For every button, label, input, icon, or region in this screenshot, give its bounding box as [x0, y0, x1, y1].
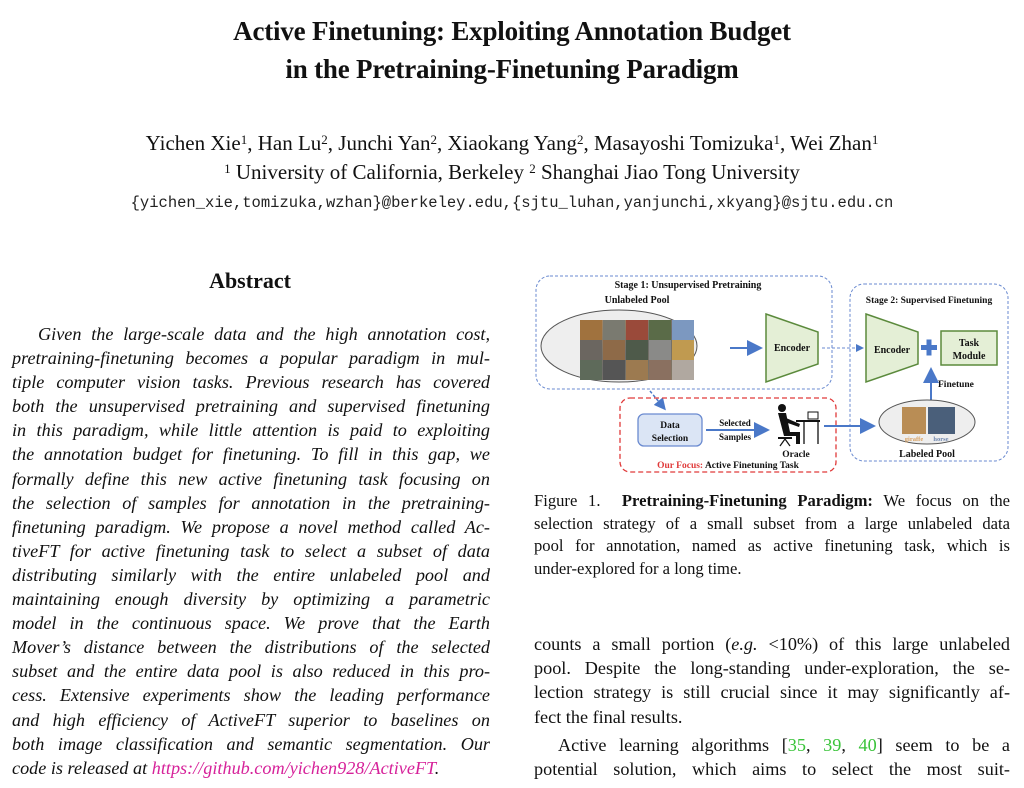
affiliation-name: Shanghai Jiao Tong University: [540, 160, 800, 184]
caption-line: selection strategy of a small subset from a large unlabeled data: [534, 513, 1010, 533]
title-line-1: Active Finetuning: Exploiting Annotation Budget: [233, 16, 791, 46]
abstract-line: both image classification and semantic segmentation. Our: [12, 733, 490, 754]
abstract-line: formally define this new active finetuning task focusing on: [12, 468, 490, 489]
affiliation-number: 2: [529, 161, 536, 176]
selected-samples-label-1: Selected: [719, 418, 751, 428]
dashed-arrow-to-selection: [650, 391, 664, 408]
unlabeled-image-grid: [580, 320, 694, 380]
author-affiliation-mark: 2: [576, 132, 584, 147]
abstract-line: the selection of samples for annotation in the pretraining-: [12, 492, 490, 513]
caption-label: Figure 1.: [534, 491, 601, 510]
author-list: Yichen Xie$^1$, Han Lu$^2$, Junchi Yan$^2$, Xiaokang Yang$^2$, Masayoshi Tomizuka$^1$, Wei Zhan$^1$: [145, 131, 879, 155]
intro-line: pool. Despite the long-standing under-exploration, the se-: [534, 658, 1010, 679]
citation-link[interactable]: 39: [823, 734, 842, 755]
intro-text-part: ,: [805, 734, 824, 755]
figure-caption: [534, 490, 1010, 580]
author-name: Junchi Yan: [338, 131, 431, 155]
author-name: Yichen Xie: [145, 131, 241, 155]
abstract-line: cess. Extensive experiments show the leading performance: [12, 685, 490, 706]
abstract-last-line: [12, 756, 490, 780]
abstract-text: .: [434, 757, 440, 778]
author-name: Masayoshi Tomizuka: [593, 131, 774, 155]
intro-text-part: counts a small portion (: [534, 634, 732, 654]
intro-text-part: ,: [841, 734, 859, 755]
intro-line: [534, 632, 1010, 656]
caption-bold: Pretraining-Finetuning Paradigm:: [621, 491, 873, 510]
author-emails: {yichen_xie,tomizuka,wzhan}@berkeley.edu,{sjtu_luhan,yanjunchi,xkyang}@sjtu.edu.cn: [130, 194, 894, 212]
affiliations: [0, 158, 1024, 186]
our-focus-suffix: Active Finetuning Task: [703, 461, 799, 471]
oracle-person-icon: [778, 404, 820, 446]
author-affiliation-mark: 1: [773, 132, 781, 147]
intro-text-part: ] seem to be a: [876, 734, 1011, 755]
abstract-line: finetuning paradigm. We propose a novel method called Ac-: [12, 516, 490, 537]
oracle-label: Oracle: [782, 450, 810, 460]
intro-text-part: <10%) of this large unlabeled: [757, 634, 1010, 654]
abstract-line: tiple computer vision tasks. Previous research has covered: [12, 372, 490, 393]
abstract-line: tiveFT for active finetuning task to select a subset of data: [12, 540, 490, 561]
encoder2-label: Encoder: [873, 345, 911, 356]
citation-link[interactable]: 35: [787, 734, 806, 755]
abstract-body: [12, 322, 490, 780]
author-affiliation-mark: 2: [430, 132, 437, 147]
labeled-pool-label: Labeled Pool: [899, 449, 955, 460]
intro-line: potential solution, which aims to select the most suit-: [534, 758, 1010, 779]
stage2-title: Stage 2: Supervised Finetuning: [865, 296, 993, 306]
selected-samples-label-2: Samples: [718, 432, 752, 442]
data-selection-label-2: Selection: [651, 434, 689, 444]
author-affiliation-mark: 1: [871, 132, 879, 147]
abstract-line: both the unsupervised pretraining and supervised finetuning: [12, 396, 490, 417]
caption-line: pool for annotation, named as active finetuning task, which is: [534, 536, 1010, 555]
author-affiliation-mark: 2: [321, 132, 328, 147]
abstract-line: maintaining enough diversity by optimizing a parametric: [12, 589, 490, 610]
intro-text-part: Active learning algorithms [: [558, 734, 788, 755]
caption-line: under-explored for a long time.: [534, 558, 742, 578]
title-line-2: in the Pretraining-Finetuning Paradigm: [285, 54, 739, 84]
abstract-text: code is released at: [12, 757, 152, 778]
our-focus-label: [657, 461, 800, 471]
affiliation-name: University of California, Berkeley: [235, 160, 524, 184]
giraffe-image: [902, 407, 926, 434]
task-module-label-1: Task: [958, 338, 980, 349]
intro-line: fect the final results.: [534, 706, 683, 727]
author-affiliation-mark: 1: [240, 132, 248, 147]
data-selection-label-1: Data: [660, 421, 680, 431]
task-module-label-2: Module: [952, 351, 986, 362]
intro-text-italic: e.g.: [731, 634, 758, 654]
citation-link[interactable]: 40: [858, 734, 877, 755]
paper-title: [0, 12, 1024, 88]
our-focus-prefix: Our Focus:: [657, 461, 704, 471]
labeled-pool-ellipse: [879, 400, 975, 444]
horse-label: horse: [933, 436, 949, 443]
abstract-line: model in the continuous space. We prove that the Earth: [12, 613, 490, 634]
stage1-title: Stage 1: Unsupervised Pretraining: [614, 280, 762, 291]
intro-line: lection strategy is still crucial since it may significantly af-: [534, 682, 1010, 703]
giraffe-label: giraffe: [904, 436, 924, 443]
finetune-label: Finetune: [938, 380, 974, 390]
affiliation-number: 1: [224, 161, 231, 176]
abstract-line: distributing similarly with the entire unlabeled pool and: [12, 564, 490, 585]
intro-line: [534, 733, 1010, 757]
abstract-line: the annotation budget for finetuning. To fill in this gap, we: [12, 444, 490, 465]
author-name: Han Lu: [257, 131, 322, 155]
abstract-line: Given the large-scale data and the high annotation cost,: [38, 324, 490, 344]
abstract-line: and high efficiency of ActiveFT superior to baselines on: [12, 709, 490, 730]
caption-line: [534, 490, 1010, 513]
intro-text: [534, 632, 1010, 781]
abstract-line: subset and the entire data pool is also reduced in this pro-: [12, 661, 490, 682]
author-name: Xiaokang Yang: [447, 131, 577, 155]
author-name: Wei Zhan: [790, 131, 872, 155]
abstract-line: in this paradigm, while little attention is paid to exploiting: [12, 420, 490, 441]
figure-1-diagram: [534, 274, 1012, 474]
encoder1-label: Encoder: [773, 343, 811, 354]
abstract-line: pretraining-finetuning becomes a popular paradigm in mul-: [12, 348, 490, 369]
horse-image: [928, 407, 955, 434]
code-link[interactable]: https://github.com/yichen928/ActiveFT: [151, 757, 435, 778]
plus-icon: [921, 340, 937, 356]
unlabeled-pool-label: Unlabeled Pool: [604, 295, 670, 306]
caption-text: We focus on the: [883, 491, 1011, 510]
abstract-heading: Abstract: [209, 268, 291, 293]
abstract-line: Mover’s distance between the distributions of the selected: [12, 637, 490, 658]
